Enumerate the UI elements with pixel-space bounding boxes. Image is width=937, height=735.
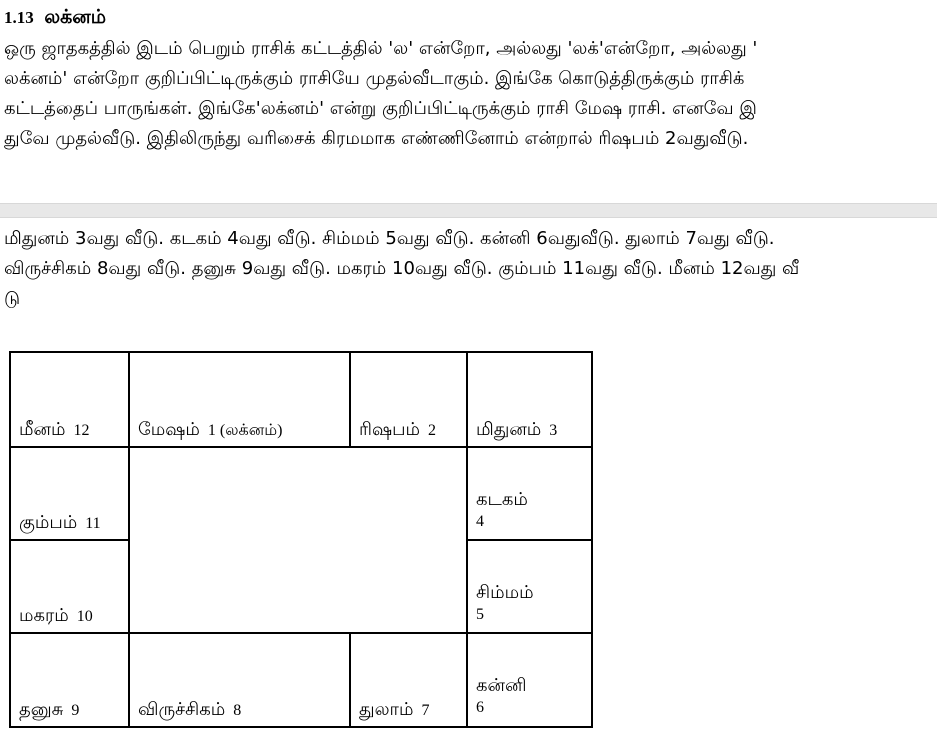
house-number: 2 [427,422,436,439]
house-number: 11 [85,515,101,532]
paragraph-line: லக்னம்' என்றோ குறிப்பிட்டிருக்கும் ராசியே முதல்வீடாகும். இங்கே கொடுத்திருக்கும் ராசிக் [4,68,745,89]
house-cell-kanni [466,632,593,728]
house-name: விருச்சிகம் [138,699,226,720]
house-cell-meenam [9,351,130,448]
paragraph-line: டு [4,288,21,309]
house-name: மீனம் [19,419,66,440]
house-number: 6 [476,699,484,716]
house-cell-simmam [466,539,593,634]
paragraph-line: ஒரு ஜாதகத்தில் இடம் பெறும் ராசிக் கட்டத்தில் 'ல' என்றோ, அல்லது 'லக்'என்றோ, அல்லது ' [4,38,758,59]
house-name: மகரம் [19,605,69,626]
house-name: ரிஷபம் [359,419,420,440]
house-number: 5 [476,606,484,623]
section-number: 1.13 [4,8,34,27]
paragraph-line: கட்டத்தைப் பாருங்கள். இங்கே'லக்னம்' என்று குறிப்பிட்டிருக்கும் ராசி மேஷ ராசி. எனவே இ [4,98,757,119]
house-name: தனுசு [19,699,64,720]
house-number: 10 [76,608,93,625]
house-name: சிம்மம் [476,582,534,603]
house-name: மேஷம் [138,419,200,440]
paragraph-line: விருச்சிகம் 8வது வீடு. தனுசு 9வது வீடு. மகரம் 10வது வீடு. கும்பம் 11வது வீடு. மீனம் 12வது வீ [4,258,800,279]
house-number: 12 [73,422,90,439]
paragraph-line: துவே முதல்வீடு. இதிலிருந்து வரிசைக் கிரமமாக எண்ணினோம் என்றால் ரிஷபம் 2வதுவீடு. [4,128,749,149]
chart-center [128,446,468,634]
section-title: லக்னம் [44,6,107,28]
house-name: கன்னி [476,675,527,696]
house-number: 4 [476,513,484,530]
house-cell-mithunam [466,351,593,448]
house-number: 9 [71,702,80,719]
house-cell-dhanusu [9,632,130,728]
houses-paragraph [4,224,934,314]
house-cell-viruchigam [128,632,351,728]
house-cell-magaram [9,539,130,634]
house-cell-thulaam [349,632,468,728]
page-divider-band [0,203,937,218]
intro-paragraph [4,34,934,154]
house-number: 3 [549,422,558,439]
paragraph-line: மிதுனம் 3வது வீடு. கடகம் 4வது வீடு. சிம்மம் 5வது வீடு. கன்னி 6வதுவீடு. துலாம் 7வது வீடு. [4,228,775,249]
section-heading [4,4,106,31]
house-cell-kumbam [9,446,130,541]
house-cell-mesham [128,351,351,448]
house-cell-kadagam [466,446,593,541]
house-number: 1 (லக்னம்) [207,422,283,439]
house-name: மிதுனம் [476,419,542,440]
house-name: கும்பம் [19,512,78,533]
house-cell-rishabam [349,351,468,448]
house-number: 8 [233,702,242,719]
house-name: கடகம் [476,489,528,510]
house-number: 7 [421,702,430,719]
rasi-chart [9,351,593,728]
house-name: துலாம் [359,699,414,720]
